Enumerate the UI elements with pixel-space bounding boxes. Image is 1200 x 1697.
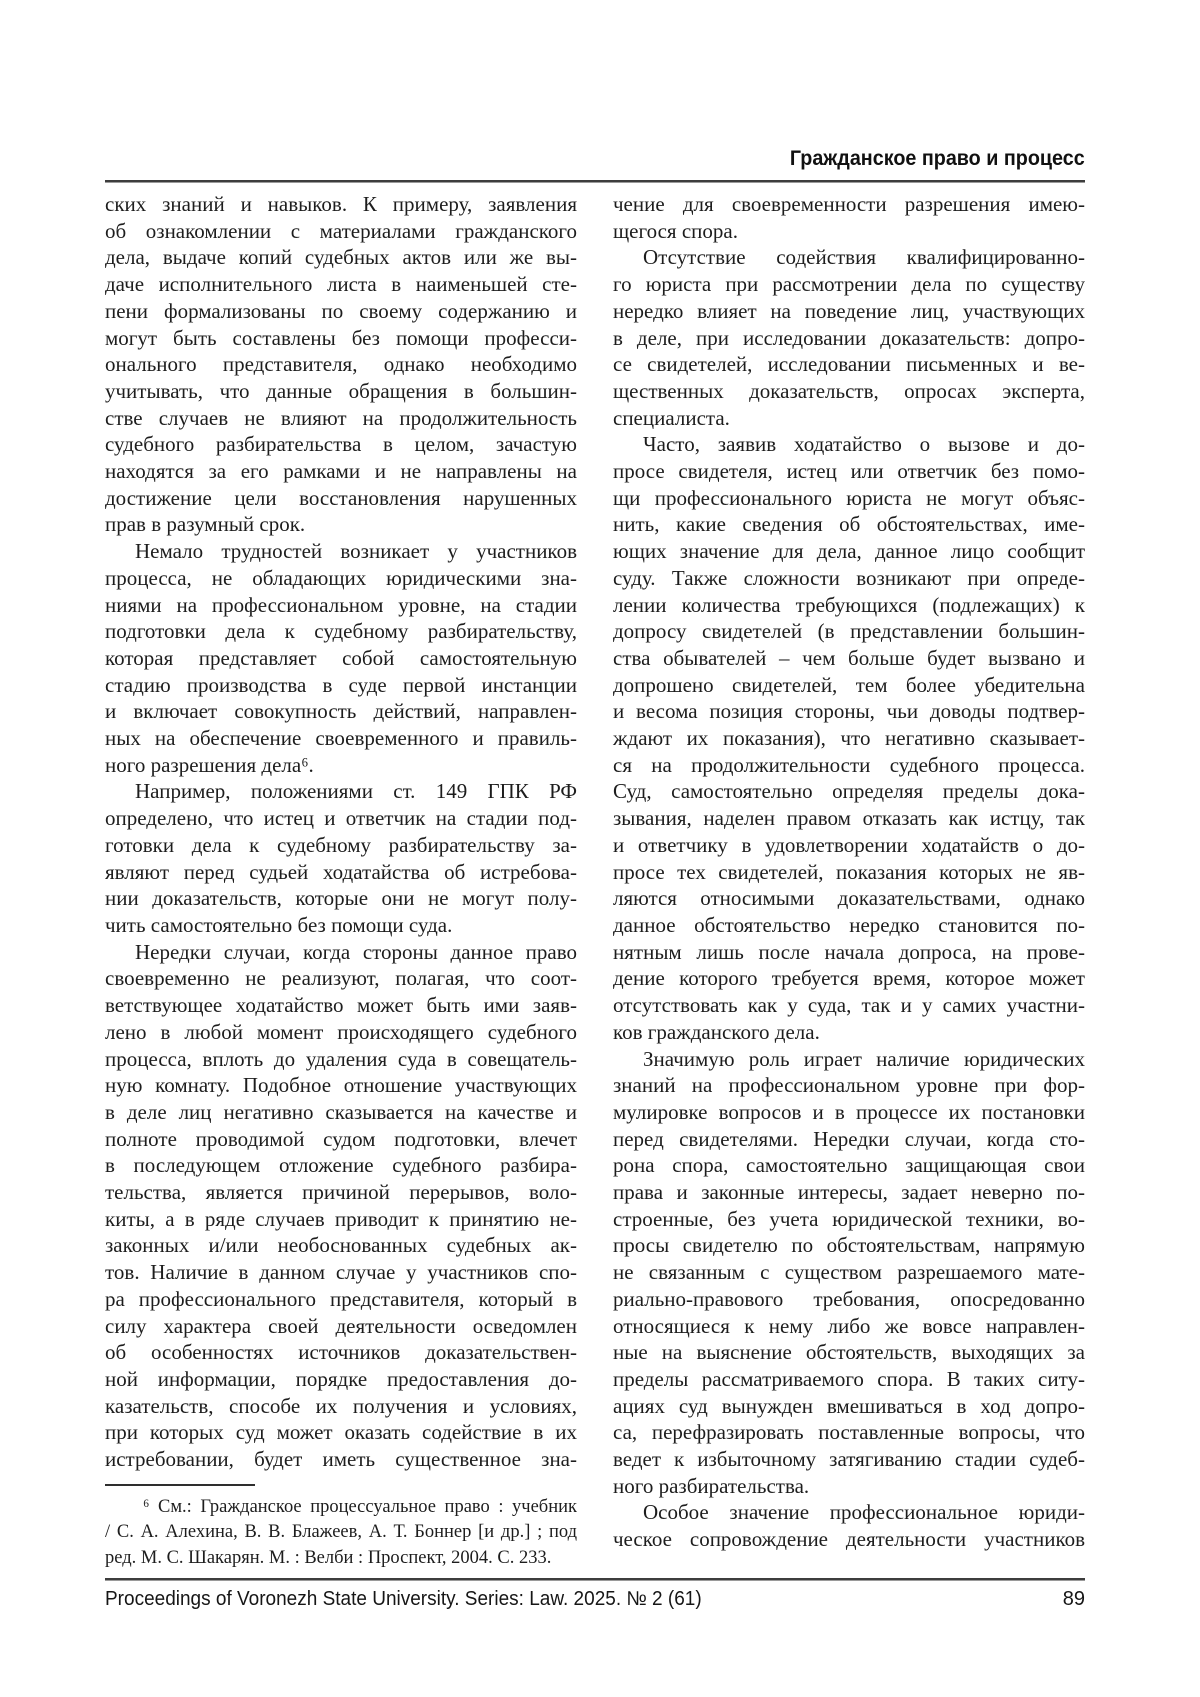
text-line: рона спора, самостоятельно защищающая свои	[613, 1153, 1085, 1178]
paragraph	[613, 244, 1085, 431]
page-number: 89	[1062, 1588, 1085, 1610]
text-line: ческое сопровождение деятельности участников	[613, 1527, 1085, 1552]
text-line: Значимую роль играет наличие юридических	[643, 1046, 1085, 1071]
text-line: специалиста.	[613, 405, 730, 430]
text-line: нии доказательств, которые они не могут полу-	[105, 886, 577, 911]
footer-rule	[105, 1578, 1085, 1581]
text-line: щи профессионального юриста не могут объяс-	[613, 485, 1085, 510]
text-line: Особое значение профессиональное юриди-	[643, 1500, 1085, 1525]
paragraph	[613, 191, 1085, 244]
text-line: перед свидетелями. Нередки случаи, когда сто-	[613, 1126, 1085, 1151]
header-rule	[105, 180, 1085, 183]
text-line: зывания, наделен правом отказать как истцу, так	[613, 806, 1085, 831]
text-line: ра профессионального представителя, который в	[105, 1286, 577, 1311]
text-line: просе свидетеля, истец или ответчик без помо-	[613, 459, 1085, 484]
paragraph	[105, 538, 577, 778]
text-line: тов. Наличие в данном случае у участников спо-	[105, 1260, 577, 1285]
text-line: прав в разумный срок.	[105, 512, 306, 537]
text-line: просы свидетелю по обстоятельствам, напрямую	[613, 1233, 1085, 1258]
text-line: ного разбирательства.	[613, 1473, 810, 1498]
text-line: нятным лишь после начала допроса, на прове-	[613, 939, 1085, 964]
text-line: достижение цели восстановления нарушенных	[105, 485, 577, 510]
running-head	[105, 147, 1085, 171]
text-line: в последующем отложение судебного разбира-	[105, 1153, 577, 1178]
text-line: полноте проводимой судом подготовки, влечет	[105, 1126, 577, 1151]
footnote-line: ⁶ См.: Гражданское процессуальное право : учебник	[143, 1496, 577, 1517]
text-line: дение которого требуется время, которое может	[613, 966, 1085, 991]
paragraph	[105, 778, 577, 938]
text-line: истребовании, будет иметь существенное зна-	[105, 1447, 577, 1472]
text-line: ного разрешения дела⁶.	[105, 752, 314, 777]
text-line: чение для своевременности разрешения имею-	[613, 192, 1085, 216]
text-line: ниями на профессиональном уровне, на стадии	[105, 592, 577, 617]
text-line: чить самостоятельно без помощи суда.	[105, 912, 453, 937]
text-line: пени формализованы по своему содержанию и	[105, 298, 577, 323]
text-line: являют перед судьей ходатайства об истребова-	[105, 859, 577, 884]
text-line: в деле лиц негативно сказывается на качестве и	[105, 1099, 577, 1124]
text-line: ства обывателей – чем больше будет вызвано и	[613, 645, 1085, 670]
text-line: казательств, способе их получения и условиях,	[105, 1393, 577, 1418]
column-left	[105, 191, 577, 1571]
text-line: просе тех свидетелей, показания которых не яв-	[613, 859, 1085, 884]
text-line: ных на обеспечение своевременного и правиль-	[105, 726, 577, 751]
text-line: определено, что истец и ответчик на стадии под-	[105, 806, 577, 831]
text-line: стве случаев не влияют на продолжительность	[105, 405, 577, 430]
section-title: Гражданское право и процесс	[790, 147, 1085, 170]
text-line: допрошено свидетелей, тем более убедительна	[613, 672, 1085, 697]
text-line: нить, какие сведения об обстоятельствах, име-	[613, 512, 1085, 537]
text-line: учитывать, что данные обращения в большин-	[105, 378, 577, 403]
footnote-line: ред. М. С. Шакарян. М. : Велби : Проспект, 2004. С. 233.	[105, 1547, 552, 1568]
text-line: отсутствовать как у суда, так и у самих участни-	[613, 993, 1085, 1018]
text-line: ся на продолжительности судебного процесса.	[613, 752, 1085, 777]
paragraph	[613, 1499, 1085, 1552]
text-line: ные на выяснение обстоятельств, выходящих за	[613, 1340, 1085, 1365]
text-line: своевременно не реализуют, полагая, что соот-	[105, 966, 577, 991]
text-line: судебного разбирательства в целом, зачастую	[105, 432, 577, 457]
text-line: са, перефразировать поставленные вопросы, что	[613, 1420, 1085, 1445]
footnote-line: / С. А. Алехина, В. В. Блажеев, А. Т. Боннер [и др.] ; под	[105, 1522, 577, 1543]
article-body	[105, 191, 1085, 1571]
text-line: лено в любой момент происходящего судебного	[105, 1019, 577, 1044]
text-line: подготовки дела к судебному разбирательству,	[105, 619, 577, 644]
text-line: ков гражданского дела.	[613, 1019, 820, 1044]
paragraph	[105, 191, 577, 538]
text-line: Отсутствие содействия квалифицированно-	[643, 245, 1085, 270]
text-line: Нередки случаи, когда стороны данное право	[135, 939, 577, 964]
text-line: допросу свидетелей (в представлении большин-	[613, 619, 1085, 644]
text-line: процесса, вплоть до удаления суда в совещатель-	[105, 1046, 577, 1071]
text-line: ждают их показания), что негативно сказывает-	[613, 726, 1085, 751]
text-line: риально-правового требования, опосредованно	[613, 1286, 1085, 1311]
text-line: при которых суд может оказать содействие в их	[105, 1420, 577, 1445]
paragraph	[613, 431, 1085, 1045]
text-line: Часто, заявив ходатайство о вызове и до-	[643, 432, 1085, 457]
text-line: процесса, не обладающих юридическими зна-	[105, 565, 577, 590]
page-footer	[105, 1587, 1085, 1611]
text-line: ющих значение для дела, данное лицо сообщит	[613, 539, 1085, 564]
text-line: киты, а в ряде случаев приводит к принятию не-	[105, 1206, 577, 1231]
text-line: об особенностях источников доказательствен-	[105, 1340, 577, 1365]
text-line: стадию производства в суде первой инстанции	[105, 672, 577, 697]
text-line: щественных доказательств, опросах эксперта,	[613, 378, 1085, 403]
text-line: и весома позиция стороны, чьи доводы подтвер-	[613, 699, 1085, 724]
text-line: мулировке вопросов и в процессе их постановки	[613, 1099, 1085, 1124]
text-line: го юриста при рассмотрении дела по существу	[613, 272, 1085, 297]
text-line: ную комнату. Подобное отношение участвующих	[105, 1073, 577, 1098]
text-line: щегося спора.	[613, 218, 738, 243]
text-line: се свидетелей, исследовании письменных и ве-	[613, 352, 1085, 377]
text-line: относящиеся к нему либо же вовсе направлен-	[613, 1313, 1085, 1338]
journal-citation: Proceedings of Voronezh State University. Series: Law. 2025. № 2 (61)	[105, 1588, 702, 1610]
text-line: нередко влияет на поведение лиц, участвующих	[613, 298, 1085, 323]
text-line: и включает совокупность действий, направлен-	[105, 699, 577, 724]
text-line: онального представителя, однако необходимо	[105, 352, 577, 377]
text-line: которая представляет собой самостоятельную	[105, 645, 577, 670]
text-line: тельства, является причиной перерывов, воло-	[105, 1180, 577, 1205]
text-line: ских знаний и навыков. К примеру, заявления	[105, 192, 577, 216]
text-line: об ознакомлении с материалами гражданского	[105, 218, 577, 243]
text-line: готовки дела к судебному разбирательству за-	[105, 832, 577, 857]
text-line: ведет к избыточному затягиванию стадии судеб-	[613, 1447, 1085, 1472]
footnote-separator	[105, 1484, 255, 1486]
text-line: ляются относимыми доказательствами, однако	[613, 886, 1085, 911]
text-line: в деле, при исследовании доказательств: допро-	[613, 325, 1085, 350]
text-line: лении количества требующихся (подлежащих) к	[613, 592, 1085, 617]
column-right	[613, 191, 1085, 1553]
text-line: ной информации, порядке предоставления до-	[105, 1366, 577, 1391]
text-line: и ответчику в удовлетворении ходатайств о до-	[613, 832, 1085, 857]
text-line: законных и/или необоснованных судебных ак-	[105, 1233, 577, 1258]
text-line: знаний на профессиональном уровне при фор-	[613, 1073, 1085, 1098]
paragraph	[613, 1046, 1085, 1500]
text-line: даче исполнительного листа в наименьшей сте-	[105, 272, 577, 297]
text-line: находятся за его рамками и не направлены на	[105, 459, 577, 484]
text-line: ветствующее ходатайство может быть ими заяв-	[105, 993, 577, 1018]
text-line: силу характера своей деятельности осведомлен	[105, 1313, 577, 1338]
text-line: права и законные интересы, задает неверно по-	[613, 1180, 1085, 1205]
text-line: строенные, без учета юридической техники, во-	[613, 1206, 1085, 1231]
text-line: дела, выдаче копий судебных актов или же вы-	[105, 245, 577, 270]
text-line: могут быть составлены без помощи професси-	[105, 325, 577, 350]
text-line: Суд, самостоятельно определяя пределы дока-	[613, 779, 1085, 804]
text-line: ациях суд вынужден вмешиваться в ход допро-	[613, 1393, 1085, 1418]
footnote	[105, 1495, 577, 1571]
text-line: не связанным с существом разрешаемого мате-	[613, 1260, 1085, 1285]
text-line: данное обстоятельство нередко становится по-	[613, 912, 1085, 937]
text-line: Немало трудностей возникает у участников	[135, 539, 577, 564]
text-line: Например, положениями ст. 149 ГПК РФ	[135, 779, 577, 804]
paragraph	[105, 939, 577, 1473]
text-line: суду. Также сложности возникают при опреде-	[613, 565, 1085, 590]
text-line: пределы рассматриваемого спора. В таких ситу-	[613, 1366, 1085, 1391]
